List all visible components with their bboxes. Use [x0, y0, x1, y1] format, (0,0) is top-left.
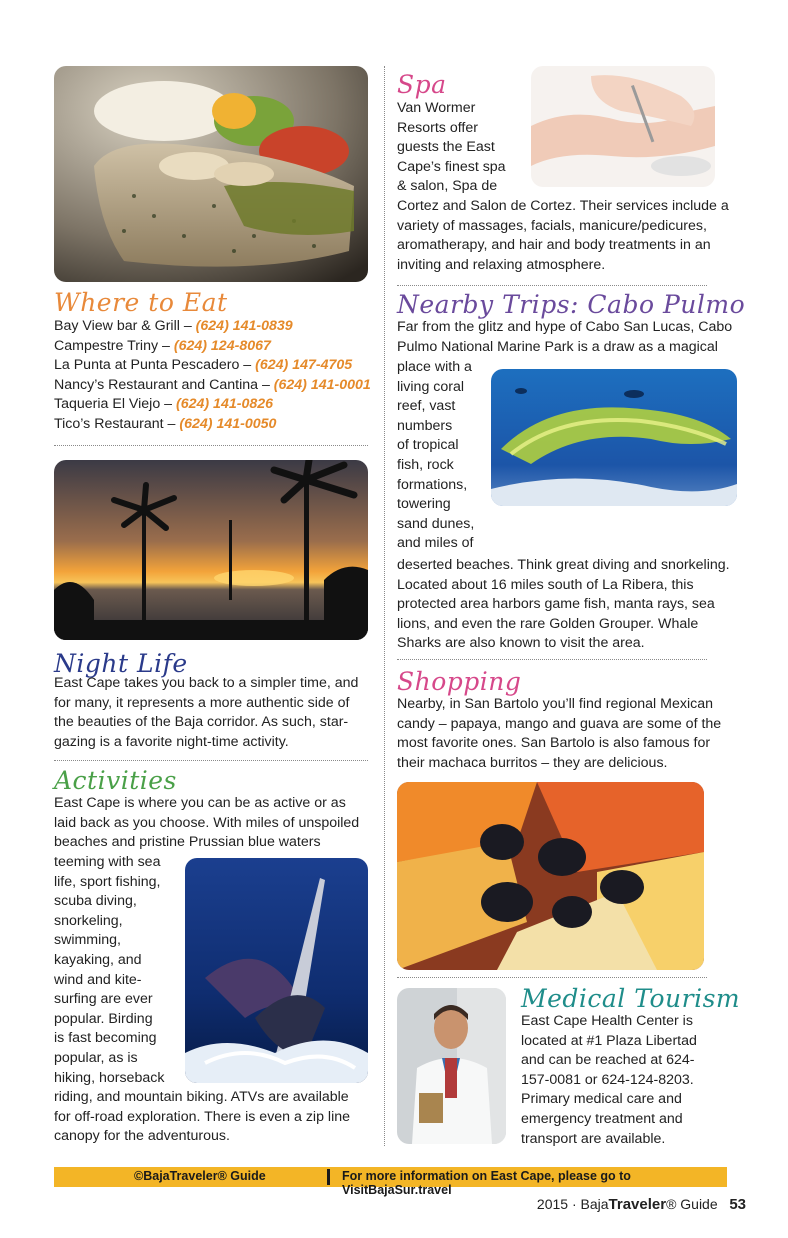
restaurant-phone[interactable]: (624) 124-8067: [173, 337, 271, 354]
activities-line: East Cape is where you can be as active or as: [54, 795, 346, 811]
activities-text-end: [54, 1088, 374, 1147]
footer-brand: ©BajaTraveler® Guide: [134, 1169, 266, 1183]
activities-line: life, sport fishing,: [54, 873, 161, 890]
night-life-line: the beauties of the Baja corridor. As such, star-: [54, 714, 349, 731]
medical-line: and can be reached at 624-: [521, 1052, 695, 1069]
nearby-trips-text-end: [397, 556, 730, 654]
footer-separator: [327, 1169, 330, 1185]
reef-fish-photo: [491, 369, 737, 506]
nearby-trips-line: Far from the glitz and hype of Cabo San Lucas, Cabo: [397, 319, 733, 335]
activities-text-intro: [54, 794, 374, 853]
spa-line: & salon, Spa de: [397, 178, 498, 195]
restaurant-phone[interactable]: (624) 147-4705: [255, 357, 353, 374]
column-divider: [384, 66, 385, 1146]
restaurant-name: La Punta at Punta Pescadero –: [54, 357, 256, 374]
footer-bar: [54, 1167, 727, 1197]
manicure-photo: [531, 66, 715, 187]
medical-line: Primary medical care and: [521, 1091, 682, 1108]
nearby-trips-line: of tropical: [397, 437, 459, 454]
nearby-trips-line: formations,: [397, 476, 468, 493]
nearby-trips-line: living coral: [397, 378, 465, 395]
restaurant-entry: [54, 356, 374, 376]
restaurant-name: Bay View bar & Grill –: [54, 318, 196, 334]
activities-line: is fast becoming: [54, 1030, 157, 1047]
spa-text-wrap: [397, 99, 527, 197]
spa-line: aromatherapy, and hair and body treatments in an: [397, 237, 711, 254]
restaurant-entry: [54, 415, 374, 435]
sunset-palms-photo: [54, 460, 368, 640]
night-life-line: gazing is a favorite night-time activity.: [54, 733, 289, 750]
activities-heading: Activities: [54, 766, 177, 795]
activities-line: swimming,: [54, 932, 122, 949]
restaurant-name: Taqueria El Viejo –: [54, 396, 176, 413]
spa-line: variety of massages, facials, manicure/pedicures,: [397, 217, 707, 234]
restaurant-name: Nancy’s Restaurant and Cantina –: [54, 376, 274, 393]
spa-line: inviting and relaxing atmosphere.: [397, 256, 606, 273]
restaurant-entry: [54, 317, 374, 337]
shopping-heading: Shopping: [397, 667, 522, 696]
medical-line: transport are available.: [521, 1130, 666, 1147]
activities-text-wrap: [54, 853, 184, 1088]
shopping-text: [397, 695, 722, 773]
night-life-line: East Cape takes you back to a simpler time, and: [54, 675, 359, 691]
footer-year-brand: 2015 · Baja: [536, 1196, 609, 1212]
nearby-trips-line: towering: [397, 496, 451, 513]
activities-line: kayaking, and: [54, 951, 142, 968]
nearby-trips-heading: Nearby Trips: Cabo Pulmo: [397, 290, 746, 319]
divider: [397, 285, 707, 286]
doctor-photo: [397, 988, 506, 1144]
shopping-line: Nearby, in San Bartolo you’ll find regional Mexican: [397, 696, 713, 712]
medical-line: located at #1 Plaza Libertad: [521, 1032, 697, 1049]
medical-tourism-text: [521, 1012, 721, 1149]
nearby-trips-line: lions, and even the rare Golden Grouper. Whale: [397, 615, 699, 632]
spa-line: Van Wormer: [397, 100, 476, 116]
restaurant-phone[interactable]: (624) 141-0839: [195, 318, 293, 334]
page-footer: [537, 1196, 746, 1213]
activities-line: scuba diving,: [54, 893, 137, 910]
nearby-trips-line: deserted beaches. Think great diving and snorkeling.: [397, 557, 730, 573]
spa-line: Cortez and Salon de Cortez. Their services include a: [397, 198, 729, 214]
restaurant-name: Campestre Triny –: [54, 337, 174, 354]
activities-line: laid back as you choose. With miles of unspoiled: [54, 814, 360, 831]
divider: [397, 977, 707, 978]
night-life-text: [54, 674, 374, 752]
restaurant-name: Tico’s Restaurant –: [54, 415, 180, 432]
grilled-fish-photo: [54, 66, 368, 282]
footer-guide: ® Guide: [666, 1196, 718, 1212]
activities-line: riding, and mountain biking. ATVs are available: [54, 1089, 349, 1105]
divider: [54, 445, 368, 446]
activities-line: hiking, horseback: [54, 1069, 165, 1086]
restaurant-phone[interactable]: (624) 141-0001: [273, 376, 371, 393]
nearby-trips-line: sand dunes,: [397, 515, 475, 532]
activities-line: wind and kite-: [54, 971, 142, 988]
activities-line: snorkeling,: [54, 912, 123, 929]
spa-text: [397, 197, 729, 275]
nearby-trips-text-intro: [397, 318, 733, 357]
mexican-candy-photo: [397, 782, 704, 970]
restaurant-entry: [54, 376, 374, 396]
restaurant-entry: [54, 337, 374, 357]
activities-line: for off-road exploration. There is even a zip line: [54, 1108, 351, 1125]
nearby-trips-line: and miles of: [397, 535, 474, 552]
divider: [54, 760, 368, 761]
restaurant-list: [54, 317, 374, 435]
nearby-trips-line: place with a: [397, 359, 472, 375]
medical-line: emergency treatment and: [521, 1110, 683, 1127]
shopping-line: their machaca burritos – they are delicious.: [397, 754, 668, 771]
medical-line: East Cape Health Center is: [521, 1013, 693, 1029]
sailfish-photo: [185, 858, 368, 1083]
nearby-trips-text-wrap: [397, 358, 497, 554]
footer-info-link[interactable]: For more information on East Cape, please go to VisitBajaSur.travel: [342, 1169, 631, 1197]
spa-line: Cape’s finest spa: [397, 158, 506, 175]
medical-line: 157-0081 or 624-124-8203.: [521, 1071, 694, 1088]
footer-brand-bold: Traveler: [608, 1196, 667, 1213]
activities-line: surfing are ever: [54, 991, 153, 1008]
activities-line: popular. Birding: [54, 1010, 153, 1027]
activities-line: popular, as is: [54, 1049, 138, 1066]
night-life-line: for many, it represents a more authentic side of: [54, 694, 350, 711]
nearby-trips-line: numbers: [397, 417, 453, 434]
restaurant-entry: [54, 395, 374, 415]
activities-line: teeming with sea: [54, 854, 161, 870]
nearby-trips-line: Located about 16 miles south of La Ribera, this: [397, 576, 694, 593]
shopping-line: most favorite ones. San Bartolo is also famous for: [397, 735, 711, 752]
activities-line: beaches and pristine Prussian blue waters: [54, 834, 321, 851]
shopping-line: candy – papaya, mango and guava are some of the: [397, 715, 722, 732]
restaurant-phone[interactable]: (624) 141-0050: [179, 415, 277, 432]
nearby-trips-line: Sharks are also known to visit the area.: [397, 635, 645, 652]
activities-line: canopy for the adventurous.: [54, 1128, 230, 1145]
night-life-heading: Night Life: [54, 649, 188, 678]
nearby-trips-line: Pulmo National Marine Park is a draw as a magical: [397, 338, 718, 355]
spa-line: guests the East: [397, 139, 495, 156]
divider: [397, 659, 707, 660]
nearby-trips-line: protected area harbors game fish, manta rays, sea: [397, 596, 715, 613]
page-number: 53: [729, 1196, 746, 1213]
where-to-eat-heading: Where to Eat: [54, 288, 228, 317]
restaurant-phone[interactable]: (624) 141-0826: [176, 396, 274, 413]
spa-heading: Spa: [397, 70, 447, 99]
medical-tourism-heading: Medical Tourism: [521, 984, 741, 1013]
spa-line: Resorts offer: [397, 119, 478, 136]
nearby-trips-line: fish, rock: [397, 456, 454, 473]
nearby-trips-line: reef, vast: [397, 398, 456, 415]
